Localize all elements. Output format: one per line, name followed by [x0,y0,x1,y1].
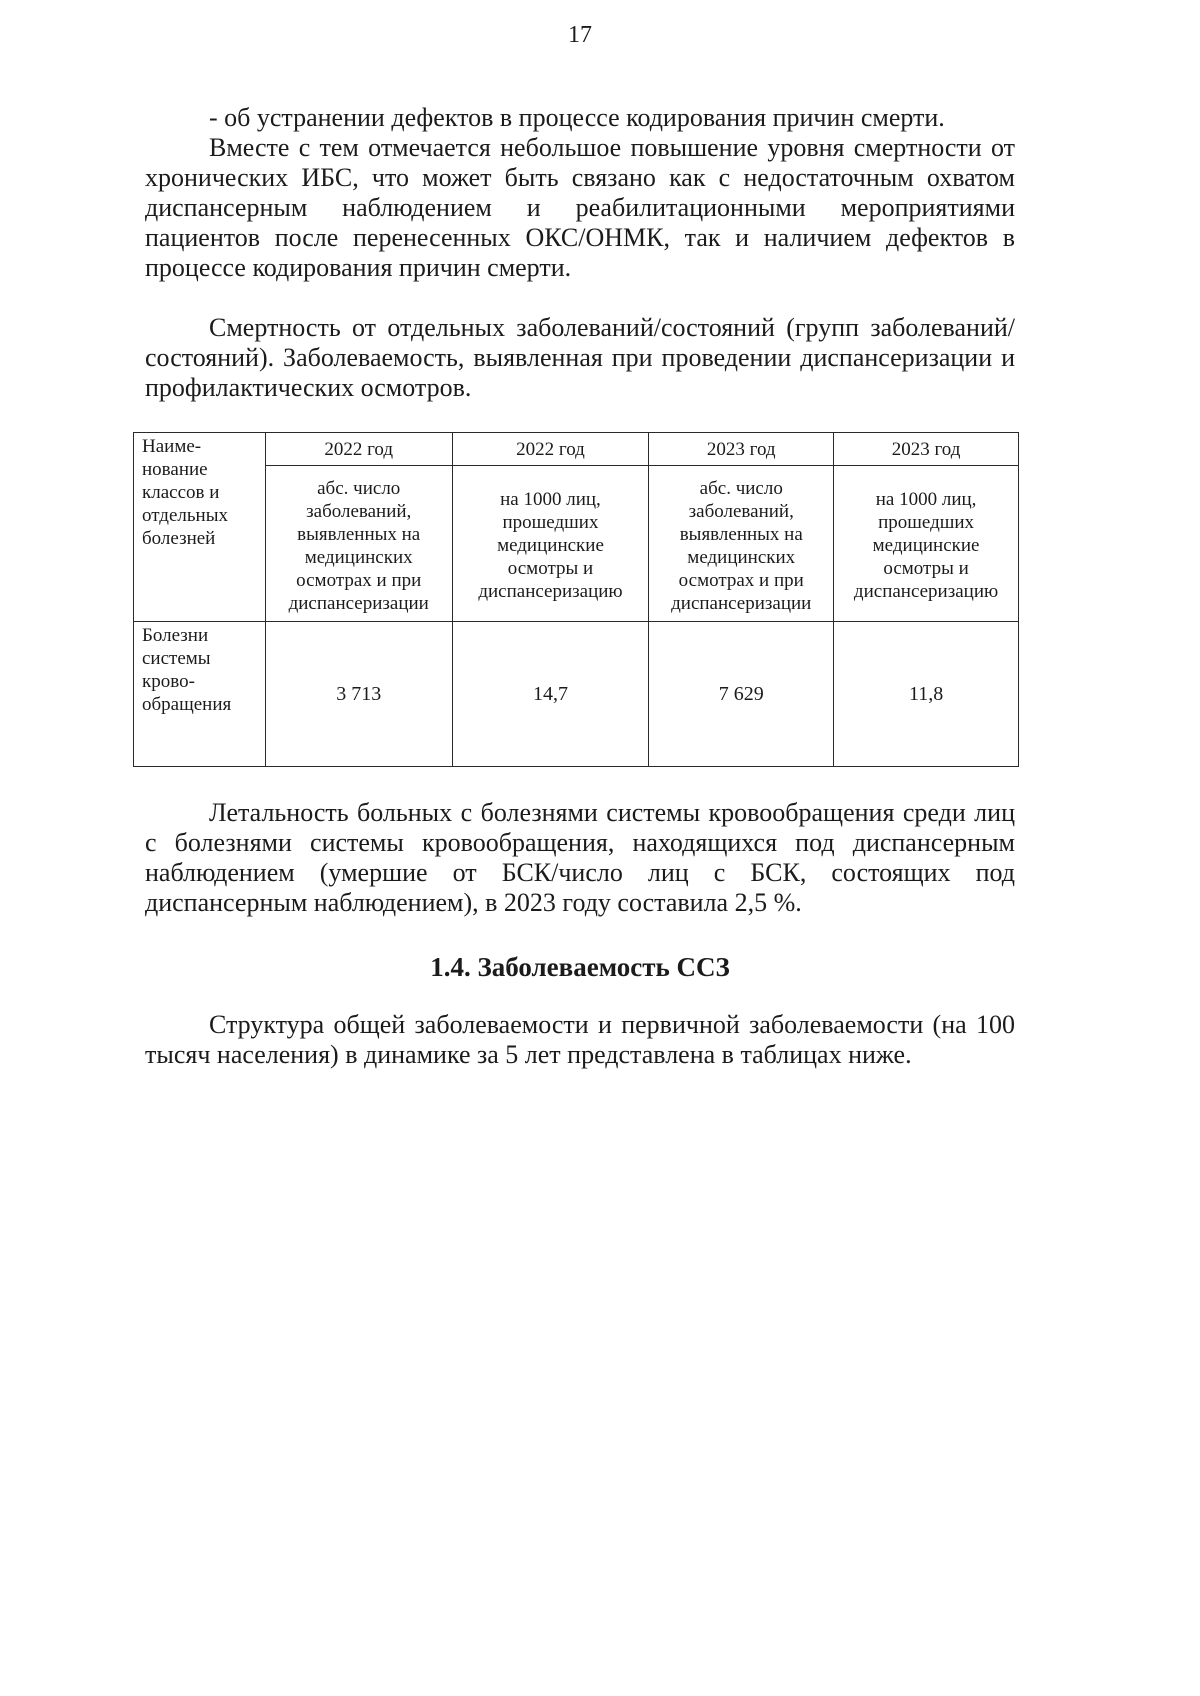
paragraph-lethality: Летальность больных с болезнями системы кровообращения среди лиц с болезнями системы кровообращения, находящихся под диспансерным наблюдением (умершие от БСК/число лиц с БСК, состоящих под диспансерным наблюдением), в 2023 году составила 2,5 %. [145,798,1015,917]
section-heading-wrap [145,951,1015,983]
table-row-years [134,433,1019,466]
table-header-desc-cell-4 [834,466,1019,622]
morbidity-table [133,432,1019,767]
table-header-year-4: 2023 год [834,433,1019,466]
table-value-4: 11,8 [834,622,1019,767]
table-header-year-3: 2023 год [649,433,834,466]
table-header-year-2: 2022 год [452,433,649,466]
paragraph-table-caption: Смертность от отдельных заболеваний/состояний (групп заболеваний/состояний). Заболеваемость, выявленная при проведении диспансеризации и профилактических осмотров. [145,313,1015,402]
page-number: 17 [568,22,592,48]
table-header-name: Наиме- нование классов и отдельных болезней [142,436,228,549]
table-row-descriptions [134,466,1019,622]
table-header-desc-cell-2 [452,466,649,622]
table-value-3: 7 629 [649,622,834,767]
table-header-desc-4: на 1000 лиц, прошедших медицинские осмотры и диспансеризацию [853,489,999,602]
table-header-year-1: 2022 год [265,433,452,466]
section-heading: 1.4. Заболеваемость ССЗ [430,952,730,982]
structure-section [145,1010,1015,1070]
lethality-section [145,798,1015,918]
table-header-desc-1: абс. число заболеваний, выявленных на медицинских осмотрах и при диспансеризации [288,477,429,614]
table-header-desc-cell-3 [649,466,834,622]
table-row-name-cell [134,622,266,767]
intro-section [145,103,1015,283]
table-value-1: 3 713 [265,622,452,767]
table-value-2: 14,7 [452,622,649,767]
paragraph-structure: Структура общей заболеваемости и первичной заболеваемости (на 100 тысяч населения) в динамике за 5 лет представлена в таблицах ниже. [145,1010,1015,1069]
table-header-desc-3: абс. число заболеваний, выявленных на медицинских осмотрах и при диспансеризации [671,477,812,614]
intro-line: - об устранении дефектов в процессе кодирования причин смерти. [209,103,945,132]
table-row-name: Болезни системы крово- обращения [142,625,232,715]
table-header-desc-2: на 1000 лиц, прошедших медицинские осмотры и диспансеризацию [478,489,623,602]
table-header-name-cell [134,433,266,622]
table-row-circulatory [134,622,1019,767]
table-intro-section [145,313,1015,403]
paragraph-ihd-mortality: Вместе с тем отмечается небольшое повышение уровня смертности от хронических ИБС, что может быть связано как с недостаточным охватом диспансерным наблюдением и реабилитационными мероприятиями пациентов после перенесенных ОКС/ОНМК, так и наличием дефектов в процессе кодирования причин смерти. [145,133,1015,282]
table-header-desc-cell-1 [265,466,452,622]
